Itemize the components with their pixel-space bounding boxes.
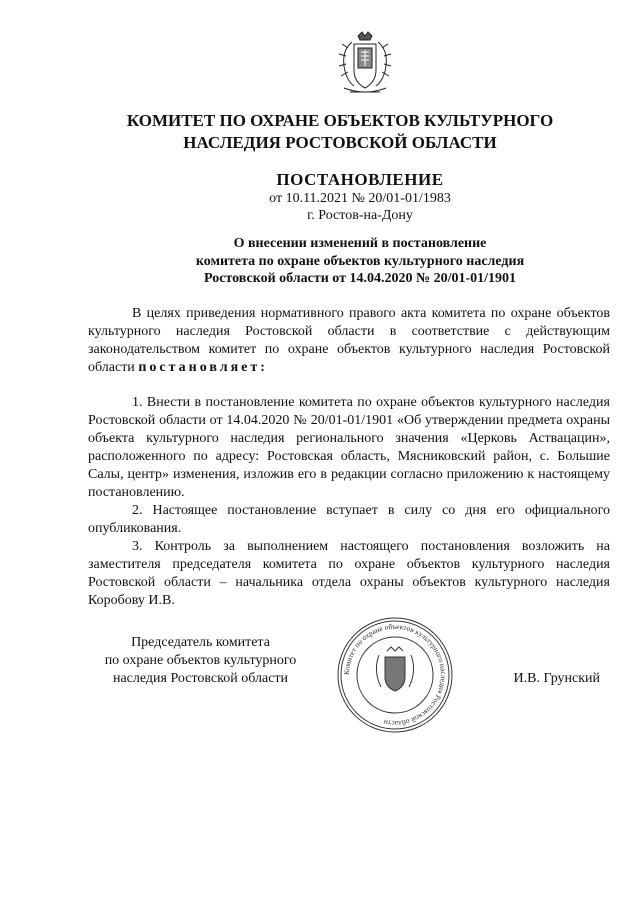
document-city: г. Ростов-на-Дону	[307, 208, 413, 223]
position-line-1: Председатель комитета	[131, 635, 270, 650]
document-subject	[60, 235, 640, 288]
coat-of-arms-icon	[336, 30, 394, 98]
org-name-line-1: КОМИТЕТ ПО ОХРАНЕ ОБЪЕКТОВ КУЛЬТУРНОГО	[126, 111, 554, 130]
org-name-line-2: НАСЛЕДИЯ РОСТОВСКОЙ ОБЛАСТИ	[183, 133, 497, 152]
document-type: ПОСТАНОВЛЕНИЕ	[276, 170, 444, 189]
signatory-position	[88, 634, 313, 688]
subject-line-3: Ростовской области от 14.04.2020 № 20/01-01/1901	[203, 271, 517, 286]
decree-item-1: 1. Внести в постановление комитета по охране объектов культурного наследия Ростовской области от 14.04.2020 № 20/01-01/1901 «Об утверждении предмета охраны объекта культурного наследия регионального значения «Церковь Аствацацин», расположенного по адресу: Ростовская область, Мясниковский район, с. Большие Салы, центр» изменения, изложив его в редакции согласно приложению к настоящему постановлению.	[88, 395, 610, 500]
decree-item-2: 2. Настоящее постановление вступает в силу со дня его официального опубликования.	[88, 503, 610, 536]
document-date-number: от 10.11.2021 № 20/01-01/1983	[269, 191, 451, 206]
decree-item-3: 3. Контроль за выполнением настоящего постановления возложить на заместителя председателя комитета по охране объектов культурного наследия Ростовской области – начальника отдела охраны объектов культурного наследия Коробову И.В.	[88, 539, 610, 608]
official-seal-icon	[335, 615, 455, 735]
position-line-2: по охране объектов культурного	[104, 653, 297, 668]
preamble-text: В целях приведения нормативного правого акта комитета по охране объектов культурного наследия Ростовской области в соответствие с действующим законодательством комитет по охране объектов культурного наследия Ростовской области	[88, 306, 610, 375]
preamble	[88, 305, 610, 377]
position-line-3: наследия Ростовской области	[112, 671, 289, 686]
preamble-paragraph	[88, 305, 610, 377]
signatory-name: И.В. Грунский	[513, 671, 600, 686]
subject-line-1: О внесении изменений в постановление	[233, 236, 487, 251]
seal-text: Комитет по охране объектов культурного наследия Ростовской области	[341, 621, 449, 729]
decree-items	[88, 394, 610, 610]
organization-name	[60, 110, 620, 154]
subject-line-2: комитета по охране объектов культурного наследия	[195, 253, 525, 269]
decree-word: постановляет:	[138, 360, 268, 375]
